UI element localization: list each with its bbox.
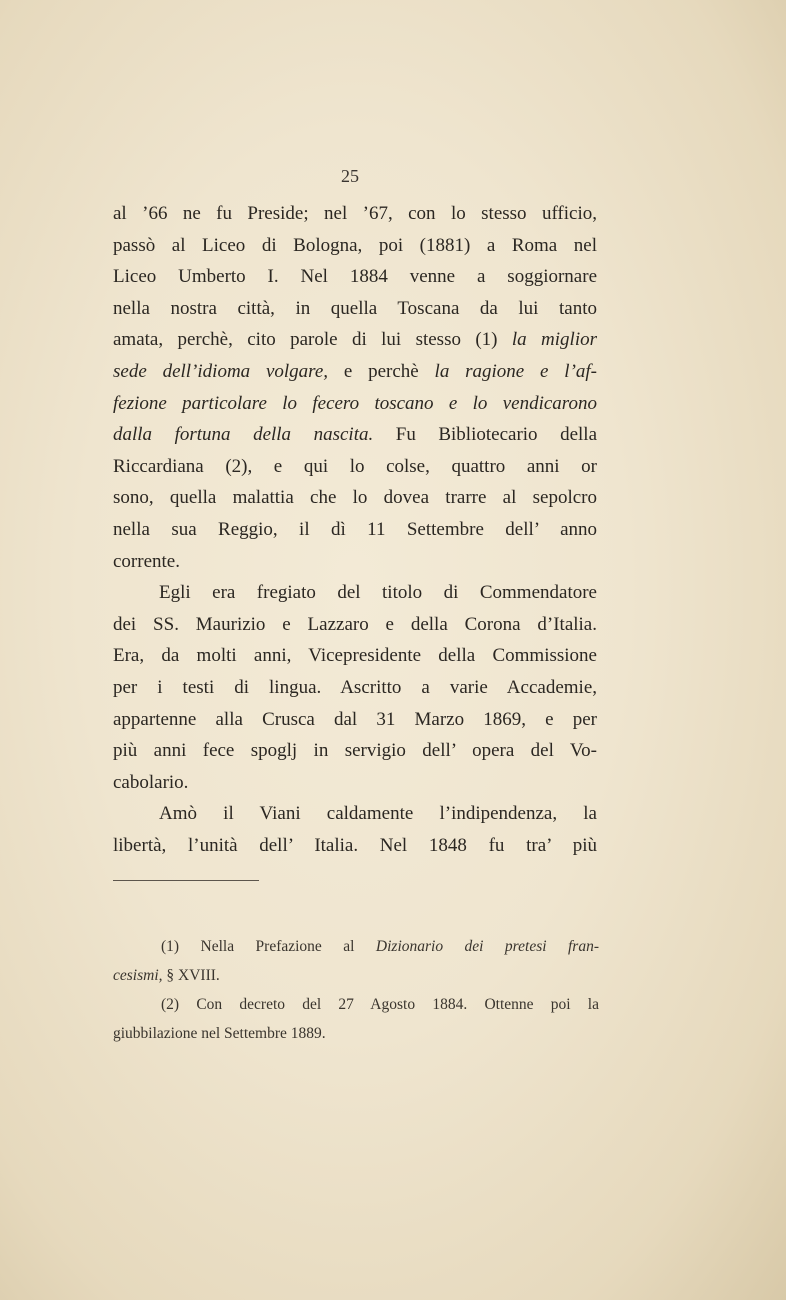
footnote-line bbox=[113, 961, 599, 990]
body-text bbox=[113, 198, 597, 861]
text-segment: (1) Nella Prefazione al bbox=[161, 938, 376, 955]
body-line bbox=[113, 388, 597, 420]
text-segment: Era, da molti anni, Vicepresidente della Commissione bbox=[113, 645, 597, 667]
body-line bbox=[113, 356, 597, 388]
text-segment: giubbilazione nel Settembre 1889. bbox=[113, 1025, 326, 1042]
body-line bbox=[113, 419, 597, 451]
text-segment: e perchè bbox=[328, 360, 435, 382]
body-line bbox=[113, 798, 597, 830]
text-segment: dei SS. Maurizio e Lazzaro e della Corona d’Italia. bbox=[113, 613, 597, 635]
body-line bbox=[113, 735, 597, 767]
body-line bbox=[113, 640, 597, 672]
text-segment: § XVIII. bbox=[162, 967, 220, 984]
text-segment: dalla fortuna della nascita. bbox=[113, 424, 374, 446]
text-segment: Fu Bibliotecario della bbox=[373, 424, 598, 446]
body-line bbox=[113, 514, 597, 546]
body-line bbox=[113, 830, 597, 862]
text-segment: Riccardiana (2), e qui lo colse, quattro anni or bbox=[113, 455, 597, 477]
body-line bbox=[113, 609, 597, 641]
body-line bbox=[113, 577, 597, 609]
body-line bbox=[113, 482, 597, 514]
text-segment: Dizionario dei pretesi fran- bbox=[375, 938, 599, 955]
text-segment: appartenne alla Crusca dal 31 Marzo 1869, e per bbox=[113, 708, 597, 730]
text-segment: corrente. bbox=[113, 550, 180, 572]
footnote-line bbox=[113, 990, 599, 1019]
text-segment: più anni fece spoglj in servigio dell’ opera del Vo- bbox=[113, 740, 597, 762]
text-segment: la ragione e l’af- bbox=[434, 360, 597, 382]
page-number: 25 bbox=[341, 166, 359, 186]
footnotes bbox=[113, 932, 599, 1048]
body-line bbox=[113, 672, 597, 704]
body-line bbox=[113, 293, 597, 325]
footnote-line bbox=[113, 1019, 599, 1048]
text-segment: passò al Liceo di Bologna, poi (1881) a Roma nel bbox=[113, 234, 597, 256]
body-line bbox=[113, 230, 597, 262]
text-segment: cesismi, bbox=[113, 967, 163, 984]
body-line bbox=[113, 324, 597, 356]
footnote-separator bbox=[113, 880, 259, 881]
text-segment: sono, quella malattia che lo dovea trarre al sepolcro bbox=[113, 487, 597, 509]
text-segment: libertà, l’unità dell’ Italia. Nel 1848 fu tra’ più bbox=[113, 834, 597, 856]
text-segment: amata, perchè, cito parole di lui stesso (1) bbox=[113, 329, 512, 351]
body-line bbox=[113, 704, 597, 736]
text-segment: per i testi di lingua. Ascritto a varie Accademie, bbox=[113, 676, 597, 698]
footnote-line bbox=[113, 932, 599, 961]
body-line bbox=[113, 261, 597, 293]
body-line bbox=[113, 546, 597, 578]
body-line bbox=[113, 198, 597, 230]
text-segment: (2) Con decreto del 27 Agosto 1884. Ottenne poi la bbox=[161, 996, 599, 1013]
text-segment: fezione particolare lo fecero toscano e lo vendicarono bbox=[113, 392, 597, 414]
text-segment: sede dell’idioma volgare, bbox=[113, 360, 329, 382]
text-segment: nella sua Reggio, il dì 11 Settembre dell’ anno bbox=[113, 518, 597, 540]
body-line bbox=[113, 451, 597, 483]
text-segment: la miglior bbox=[511, 329, 597, 351]
text-segment: cabolario. bbox=[113, 771, 189, 793]
text-segment: Liceo Umberto I. Nel 1884 venne a soggiornare bbox=[113, 266, 597, 288]
text-segment: Amò il Viani caldamente l’indipendenza, la bbox=[159, 803, 597, 825]
text-segment: al ’66 ne fu Preside; nel ’67, con lo stesso ufficio, bbox=[113, 203, 597, 224]
text-segment: Egli era fregiato del titolo di Commendatore bbox=[159, 582, 597, 604]
text-segment: nella nostra città, in quella Toscana da lui tanto bbox=[113, 297, 597, 319]
body-line bbox=[113, 767, 597, 799]
